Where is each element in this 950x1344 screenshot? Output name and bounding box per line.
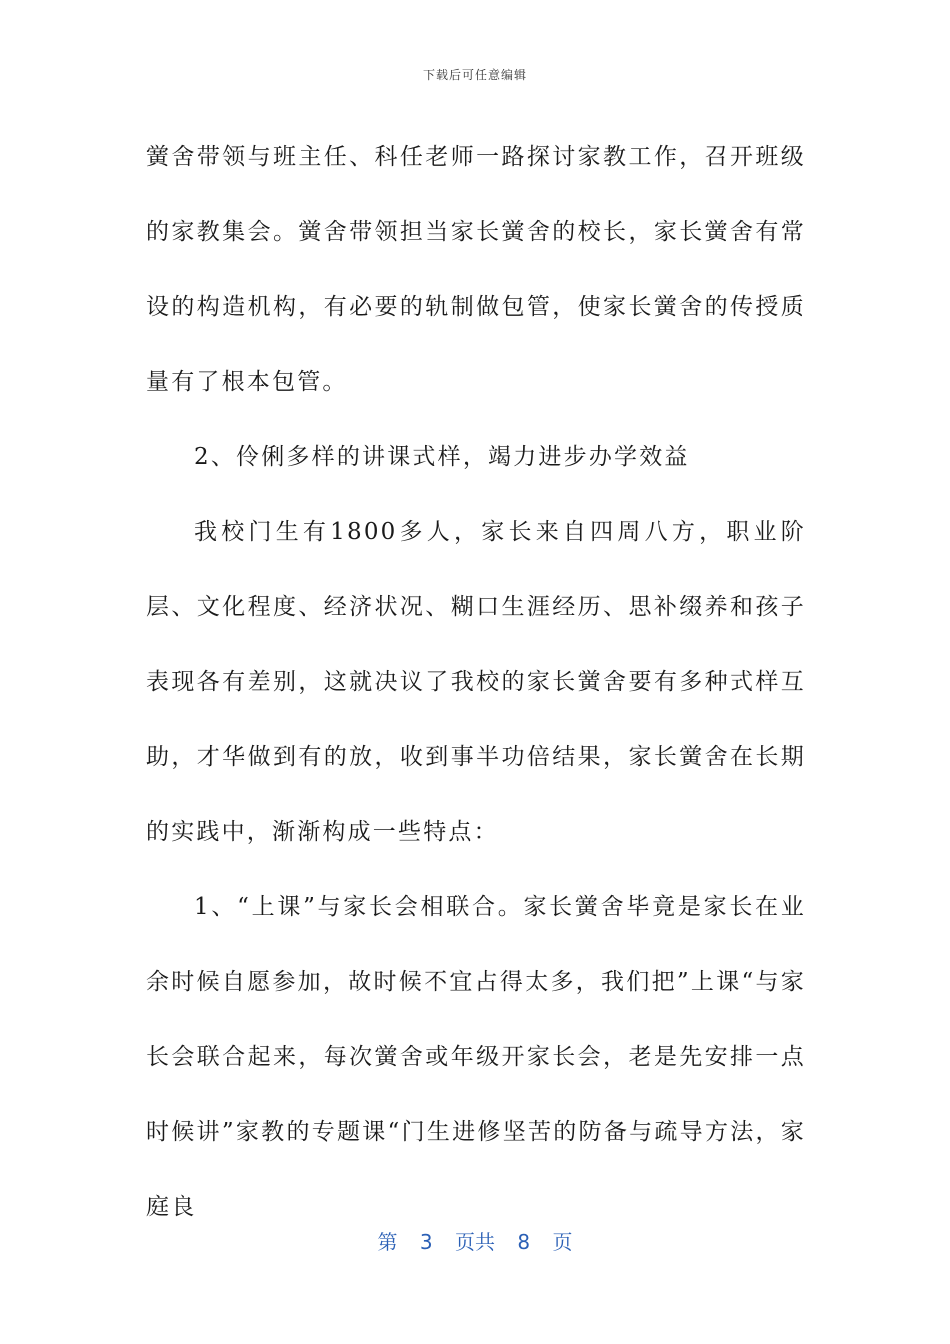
paragraph-1: 黉舍带领与班主任、科任老师一路探讨家教工作，召开班级的家教集会。黉舍带领担当家长黉舍的校长，家长黉舍有常设的构造机构，有必要的轨制做包管，使家长黉舍的传授质量有了根本包管。 xyxy=(146,144,806,395)
document-body xyxy=(146,120,806,1245)
paragraph-4: 1、“上课”与家长会相联合。家长黉舍毕竟是家长在业余时候自愿参加，故时候不宜占得太多，我们把”上课“与家长会联合起来，每次黉舍或年级开家长会，老是先安排一点时候讲”家教的专题课“门生进修坚苦的防备与疏导方法，家庭良 xyxy=(146,894,806,1220)
page-footer xyxy=(0,1226,950,1255)
paragraph-2-heading: 2、伶俐多样的讲课式样，竭力进步办学效益 xyxy=(194,444,690,470)
footer-prefix: 第 xyxy=(377,1230,398,1254)
footer-suffix: 页 xyxy=(552,1230,573,1254)
page-header: 下载后可任意编辑 xyxy=(422,68,527,82)
paragraph-3: 我校门生有1800多人，家长来自四周八方，职业阶层、文化程度、经济状况、糊口生涯经历、思补缀养和孩子表现各有差别，这就决议了我校的家长黉舍要有多种式样互助，才华做到有的放，收到事半功倍结果，家长黉舍在长期的实践中，渐渐构成一些特点： xyxy=(146,519,806,845)
footer-total-pages: 8 xyxy=(517,1230,531,1254)
footer-current-page: 3 xyxy=(419,1230,433,1254)
footer-middle: 页共 xyxy=(455,1230,495,1254)
